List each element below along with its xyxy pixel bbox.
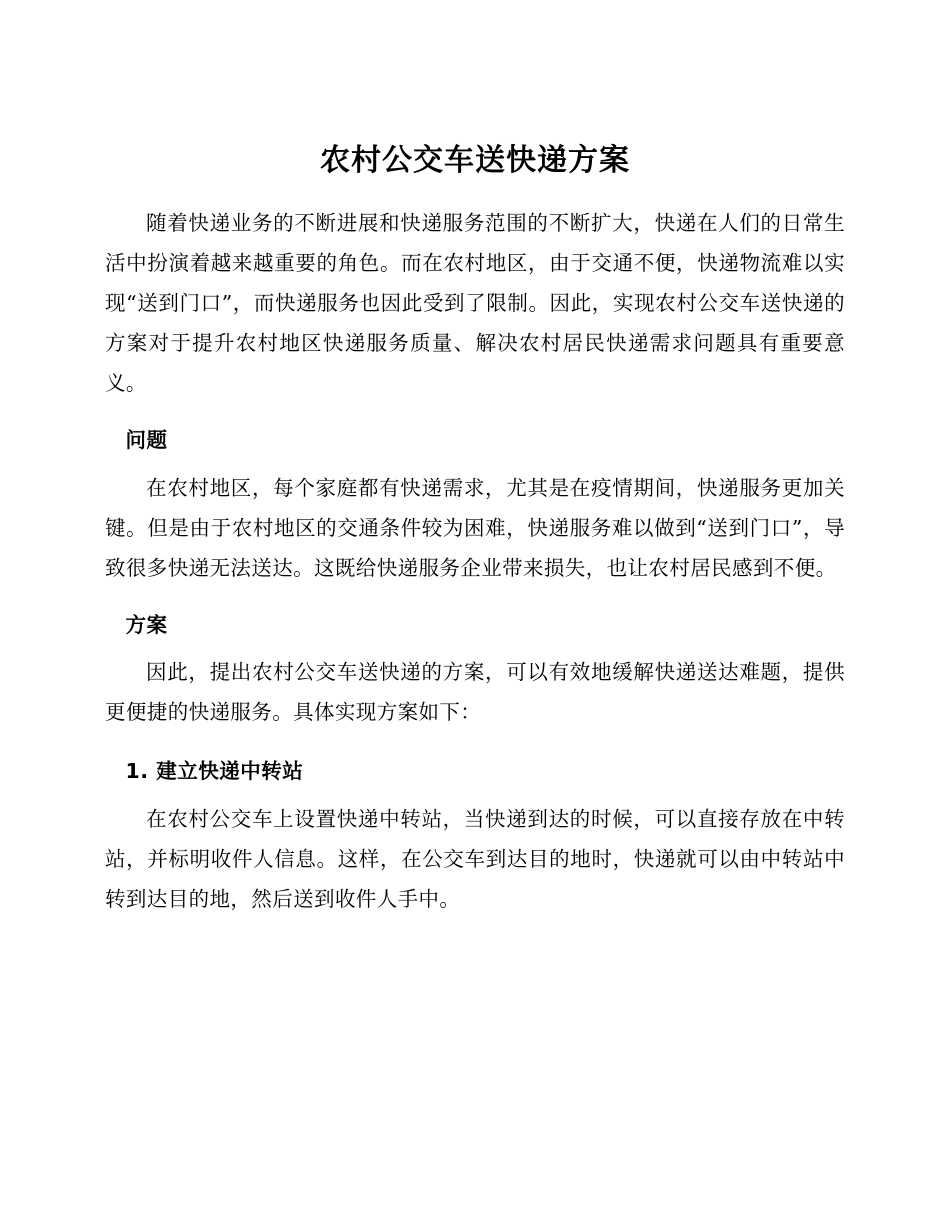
body-paragraph: 在农村公交车上设置快递中转站，当快递到达的时候，可以直接存放在中转站，并标明收件人信息。这样，在公交车到达目的地时，快递就可以由中转站中转到达目的地，然后送到收件人手中。 bbox=[105, 807, 845, 912]
body-paragraph: 随着快递业务的不断进展和快递服务范围的不断扩大，快递在人们的日常生活中扮演着越来越重要的角色。而在农村地区，由于交通不便，快递物流难以实现“送到门口”，而快递服务也因此受到了限制。因此，实现农村公交车送快递的方案对于提升农村地区快递服务质量、解决农村居民快递需求问题具有重要意义。 bbox=[105, 211, 845, 395]
body-paragraph: 因此，提出农村公交车送快递的方案，可以有效地缓解快递送达难题，提供更便捷的快递服务。具体实现方案如下： bbox=[105, 660, 845, 725]
subsection-heading-transfer-station: 1. 建立快递中转站 bbox=[125, 759, 304, 784]
page-title: 农村公交车送快递方案 bbox=[320, 143, 630, 178]
section-heading-problem: 问题 bbox=[125, 427, 168, 452]
body-paragraph: 在农村地区，每个家庭都有快递需求，尤其是在疫情期间，快递服务更加关键。但是由于农村地区的交通条件较为困难，快递服务难以做到“送到门口”，导致很多快递无法送达。这既给快递服务企业带来损失，也让农村居民感到不便。 bbox=[105, 475, 845, 580]
section-heading-solution: 方案 bbox=[125, 612, 168, 637]
